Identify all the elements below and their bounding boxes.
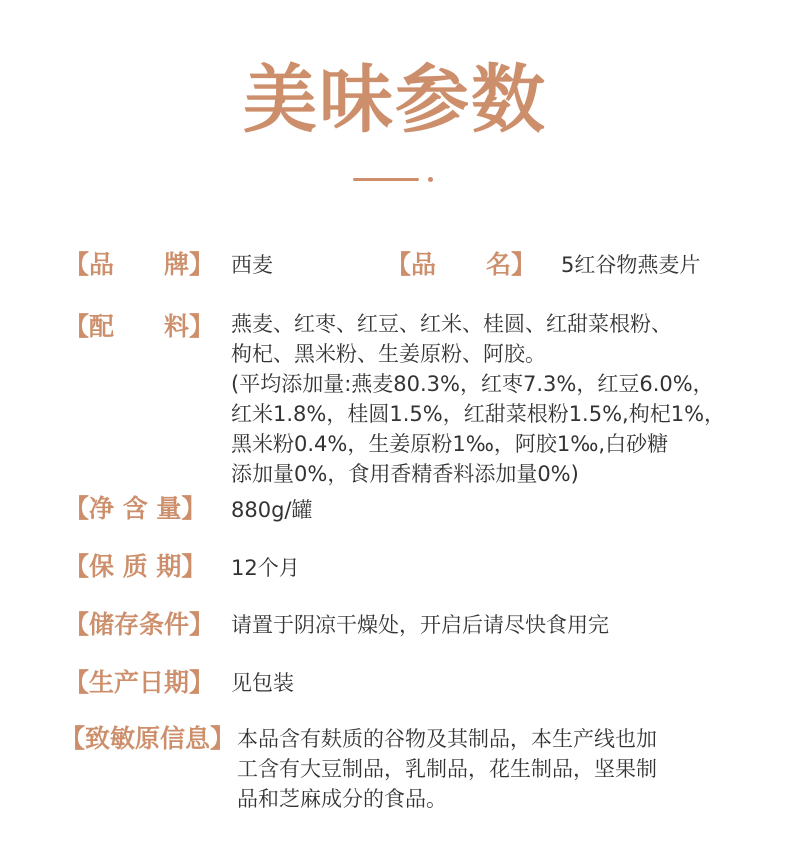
label-production-date: 【生产日期】: [64, 668, 215, 697]
label-ingredients: 【配 料】: [64, 312, 215, 341]
label-storage: 【储存条件】: [64, 610, 215, 639]
ingredients-line: 枸杞、黑米粉、生姜原粉、阿胶。: [231, 342, 546, 366]
allergen-line: 工含有大豆制品，乳制品，花生制品，坚果制: [237, 757, 657, 781]
title-divider-line: [353, 178, 419, 181]
ingredients-line: (平均添加量:燕麦80.3%，红枣7.3%，红豆6.0%，: [231, 372, 714, 396]
value-net-content: 880g/罐: [231, 498, 313, 522]
ingredients-line: 红米1.8%，桂圆1.5%，红甜菜根粉1.5%,枸杞1%，: [231, 402, 726, 426]
ingredients-line: 添加量0%，食用香精香料添加量0%): [231, 462, 579, 486]
value-ingredients: [231, 309, 771, 489]
value-storage: 请置于阴凉干燥处，开启后请尽快食用完: [231, 613, 609, 637]
title-divider-dot: [428, 177, 433, 182]
label-net-content: 【净 含 量】: [64, 494, 207, 523]
label-product-name: 【品 名】: [386, 250, 537, 279]
ingredients-line: 黑米粉0.4%，生姜原粉1‰，阿胶1‰,白砂糖: [231, 432, 669, 456]
value-production-date: 见包装: [231, 671, 294, 695]
value-allergen: [237, 724, 777, 814]
value-product-name: 5红谷物燕麦片: [561, 253, 701, 277]
allergen-line: 品和芝麻成分的食品。: [237, 787, 447, 811]
ingredients-line: 燕麦、红枣、红豆、红米、桂圆、红甜菜根粉、: [231, 312, 672, 336]
value-shelf-life: 12个月: [231, 556, 300, 580]
label-brand: 【品 牌】: [64, 250, 215, 279]
page-title: 美味参数: [243, 57, 547, 143]
label-allergen: 【致敏原信息】: [60, 724, 236, 753]
allergen-line: 本品含有麸质的谷物及其制品，本生产线也加: [237, 727, 657, 751]
value-brand: 西麦: [231, 253, 273, 277]
label-shelf-life: 【保 质 期】: [64, 552, 207, 581]
